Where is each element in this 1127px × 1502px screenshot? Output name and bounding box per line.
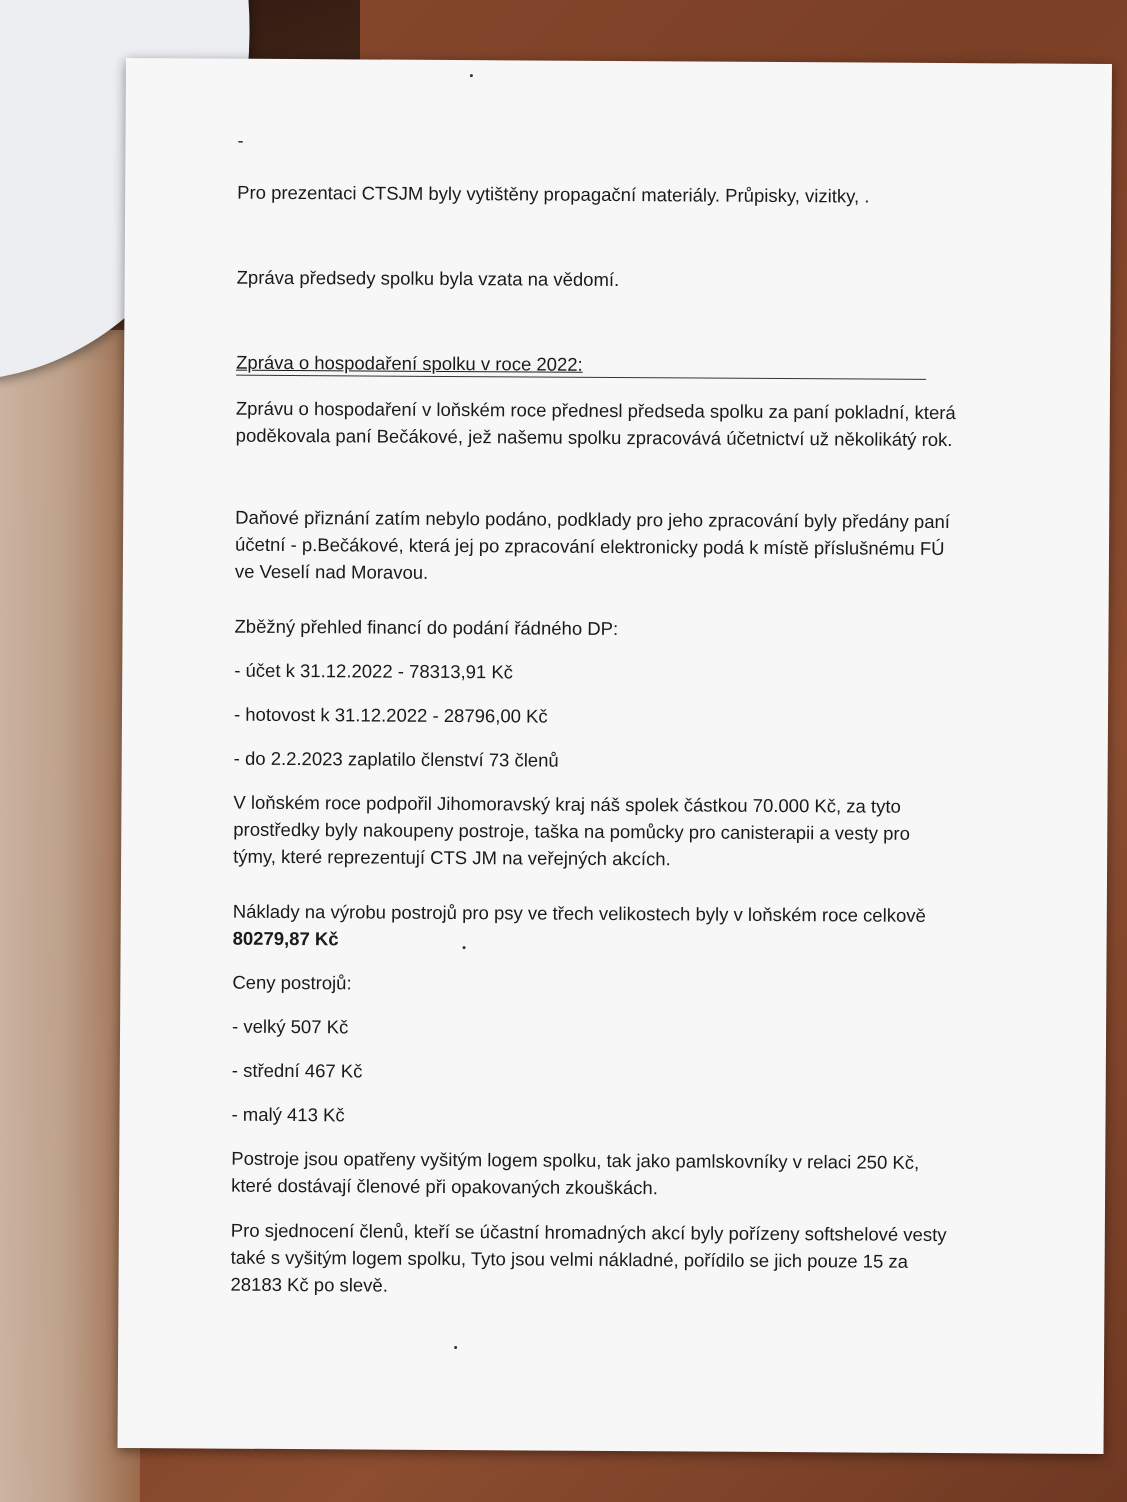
- paragraph-harness-prices: Ceny postrojů:: [232, 971, 352, 994]
- paragraph-finance-report: Zprávu o hospodaření v loňském roce přednesl předseda spolku za paní pokladní, která poděkovala paní Bečákové, jež našemu spolku zpracovává účetnictví už několikátý rok.: [235, 397, 956, 451]
- paragraph-chair-report: Zpráva předsedy spolku byla vzata na vědomí.: [236, 266, 620, 291]
- list-item-membership: - do 2.2.2023 zaplatilo členství 73 členů: [233, 747, 559, 771]
- paragraph-materials: Pro prezentaci CTSJM byly vytištěny propagační materiály. Průpisky, vizitky, .: [237, 181, 870, 207]
- paragraph-vests: Pro sjednocení členů, kteří se účastní hromadných akcí byly pořízeny softshelové vesty také s vyšitým logem spolku, Tyto jsou velmi nákladné, pořídilo se jich pouze 15 za 28183 Kč po slevě.: [230, 1219, 947, 1296]
- list-item-large: - velký 507 Kč: [232, 1015, 349, 1038]
- paragraph-harness-costs: [233, 898, 953, 956]
- paragraph-region-support: V loňském roce podpořil Jihomoravský kraj náš spolek částkou 70.000 Kč, za tyto prostředky byly nakoupeny postroje, taška na pomůcky pro canisterapii a vesty pro týmy, které reprezentují CTS JM na veřejných akcích.: [233, 791, 910, 870]
- harness-costs-text: Náklady na výrobu postrojů pro psy ve třech velikostech byly v loňském roce celkově: [232, 900, 926, 926]
- paper-sheet: [118, 58, 1112, 1454]
- harness-costs-total: 80279,87 Kč: [232, 927, 339, 950]
- paragraph-logo: Postroje jsou opatřeny vyšitým logem spolku, tak jako pamlskovníky v relaci 250 Kč, které dostávají členové při opakovaných zkouškách.: [231, 1147, 920, 1199]
- paragraph-overview: Zběžný přehled financí do podání řádného DP:: [234, 615, 619, 640]
- list-item-account: - účet k 31.12.2022 - 78313,91 Kč: [234, 659, 514, 683]
- speck: [470, 74, 473, 77]
- section-heading: Zpráva o hospodaření spolku v roce 2022:: [236, 351, 583, 375]
- speck: [454, 1346, 457, 1349]
- list-item-medium: - střední 467 Kč: [231, 1059, 363, 1082]
- top-dash: -: [237, 130, 244, 151]
- list-item-cash: - hotovost k 31.12.2022 - 28796,00 Kč: [233, 703, 548, 727]
- list-item-small: - malý 413 Kč: [231, 1103, 345, 1126]
- paragraph-tax-return: Daňové přiznání zatím nebylo podáno, podklady pro jeho zpracování byly předány paní účetní - p.Bečákové, která jej po zpracování elektronicky podá k místě příslušnému FÚ ve Veselí nad Moravou.: [234, 506, 951, 583]
- document-body: [230, 129, 958, 1296]
